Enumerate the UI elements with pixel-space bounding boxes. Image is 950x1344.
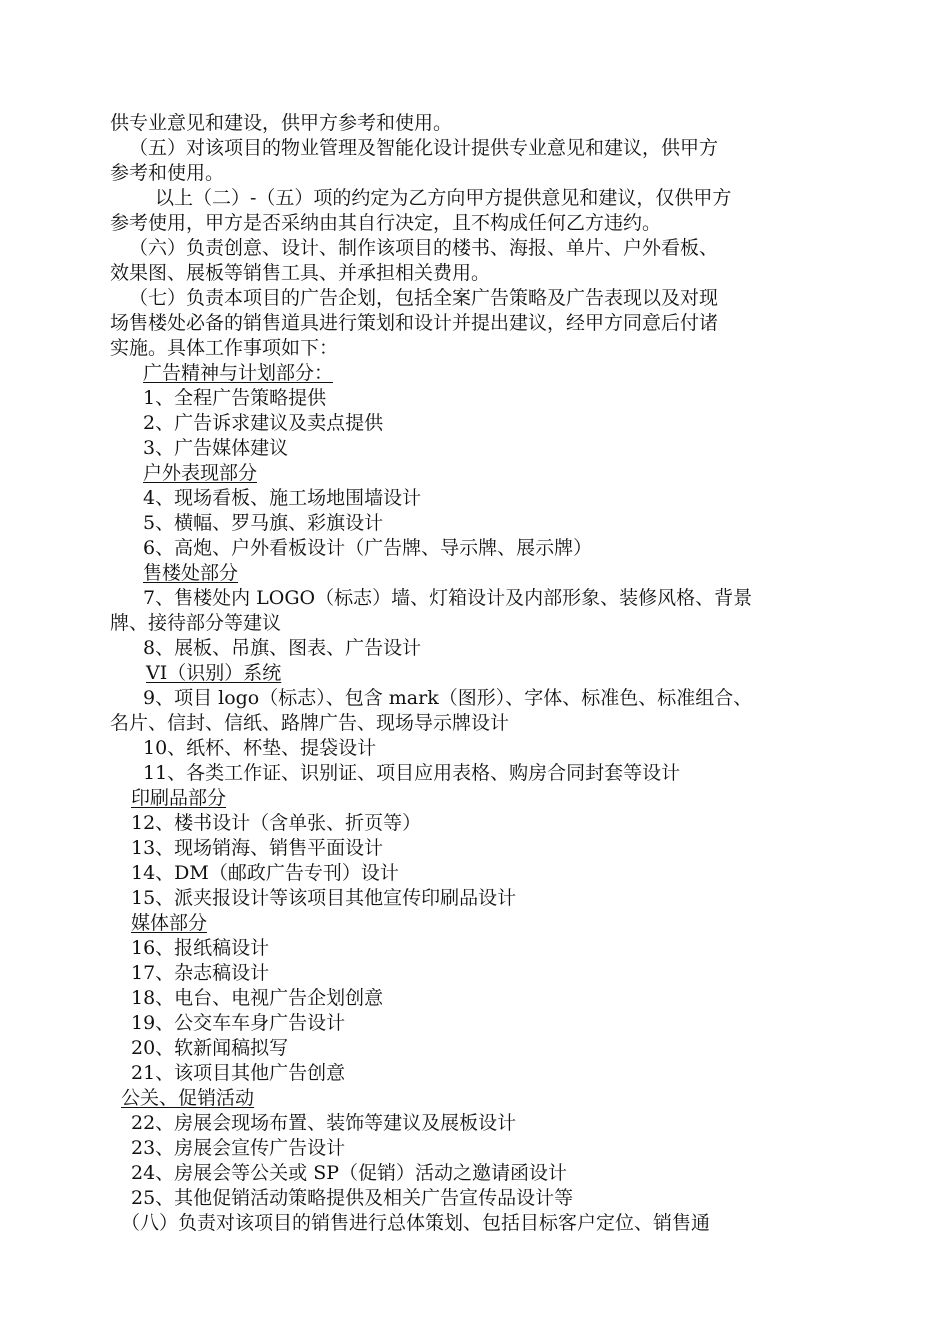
text-line: （七）负责本项目的广告企划，包括全案广告策略及广告表现以及对现 [129,287,719,309]
section-heading: 广告精神与计划部分： [143,362,334,384]
text-line: 牌、接待部分等建议 [110,612,282,634]
list-item: 14、DM（邮政广告专刊）设计 [131,862,399,884]
list-item: 16、报纸稿设计 [131,937,270,959]
list-item: 2、广告诉求建议及卖点提供 [143,412,384,434]
list-item: 18、电台、电视广告企划创意 [131,987,384,1009]
list-item: 4、现场看板、施工场地围墙设计 [143,487,422,509]
list-item: 17、杂志稿设计 [131,962,270,984]
section-heading: 印刷品部分 [131,787,227,809]
text-line: （五）对该项目的物业管理及智能化设计提供专业意见和建议，供甲方 [129,137,719,159]
text-line: 以上（二）-（五）项的约定为乙方向甲方提供意见和建议，仅供甲方 [155,187,732,209]
list-item: 6、高炮、户外看板设计（广告牌、导示牌、展示牌） [143,537,593,559]
text-line: 场售楼处必备的销售道具进行策划和设计并提出建议，经甲方同意后付诸 [110,312,719,334]
list-item: 19、公交车车身广告设计 [131,1012,346,1034]
text-line: 效果图、展板等销售工具、并承担相关费用。 [110,262,491,284]
list-item: 23、房展会宣传广告设计 [131,1137,346,1159]
section-heading: 公关、促销活动 [121,1087,255,1109]
list-item: 9、项目 logo（标志）、包含 mark（图形）、字体、标准色、标准组合、 [143,687,753,709]
list-item: 5、横幅、罗马旗、彩旗设计 [143,512,384,534]
list-item: 3、广告媒体建议 [143,437,289,459]
list-item: 8、展板、吊旗、图表、广告设计 [143,637,422,659]
text-line: （八）负责对该项目的销售进行总体策划、包括目标客户定位、销售通 [121,1212,711,1234]
list-item: 12、楼书设计（含单张、折页等） [131,812,422,834]
text-line: 实施。具体工作事项如下： [110,337,339,359]
list-item: 10、纸杯、杯垫、提袋设计 [143,737,377,759]
list-item: 20、软新闻稿拟写 [131,1037,289,1059]
list-item: 11、各类工作证、识别证、项目应用表格、购房合同封套等设计 [143,762,681,784]
text-line: 供专业意见和建设，供甲方参考和使用。 [110,112,453,134]
section-heading: 媒体部分 [131,912,208,934]
list-item: 7、售楼处内 LOGO（标志）墙、灯箱设计及内部形象、装修风格、背景 [143,587,753,609]
section-heading: 户外表现部分 [143,462,258,484]
list-item: 25、其他促销活动策略提供及相关广告宣传品设计等 [131,1187,574,1209]
list-item: 13、现场销海、销售平面设计 [131,837,384,859]
text-line: 参考和使用。 [110,162,225,184]
section-heading: 售楼处部分 [143,562,239,584]
text-line: （六）负责创意、设计、制作该项目的楼书、海报、单片、户外看板、 [129,237,719,259]
list-item: 21、该项目其他广告创意 [131,1062,346,1084]
list-item: 15、派夹报设计等该项目其他宣传印刷品设计 [131,887,517,909]
text-line: 参考使用，甲方是否采纳由其自行决定，且不构成任何乙方违约。 [110,212,662,234]
list-item: 22、房展会现场布置、装饰等建议及展板设计 [131,1112,517,1134]
list-item: 1、全程广告策略提供 [143,387,327,409]
section-heading: VI（识别）系统 [146,662,282,684]
list-item: 24、房展会等公关或 SP（促销）活动之邀请函设计 [131,1162,568,1184]
text-line: 名片、信封、信纸、路牌广告、现场导示牌设计 [110,712,510,734]
